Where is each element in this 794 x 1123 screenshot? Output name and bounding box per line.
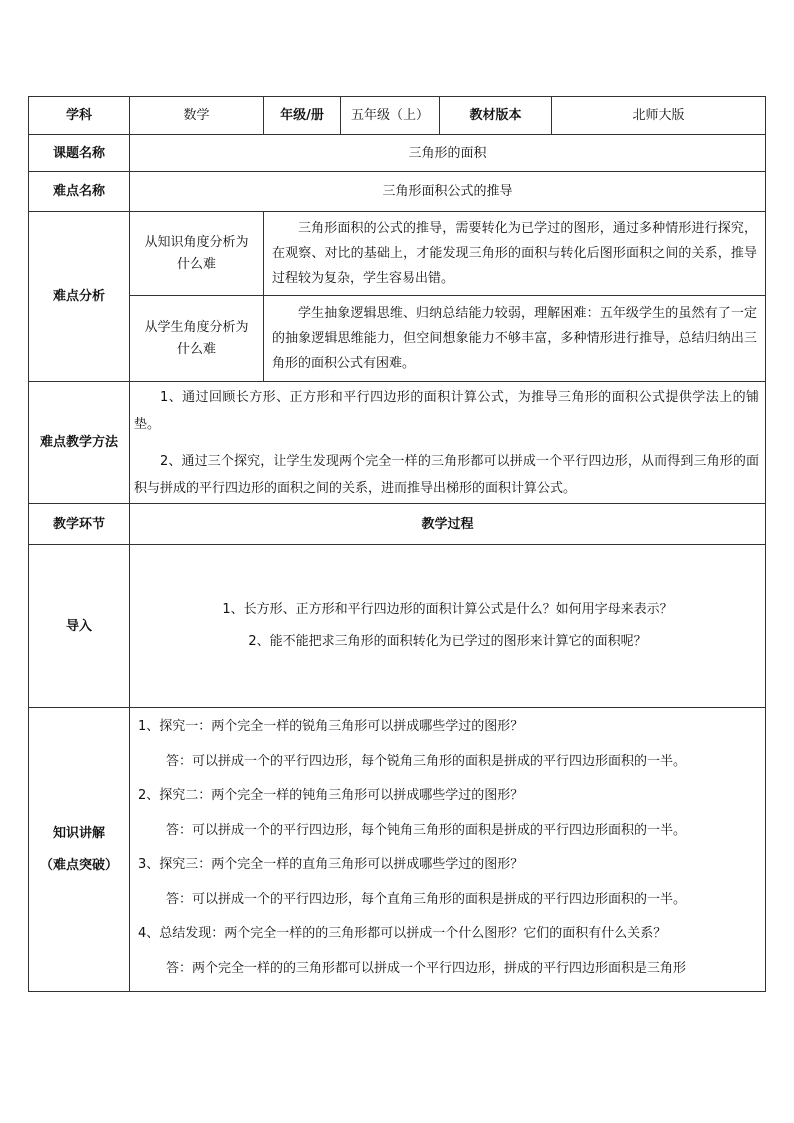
grade-label: 年级/册 <box>264 97 341 135</box>
intro-question-1: 1、长方形、正方形和平行四边形的面积计算公式是什么？如何用字母来表示？ <box>222 602 673 617</box>
analysis-knowledge-row <box>29 212 766 296</box>
knowledge-row <box>29 708 766 992</box>
answer-3: 答：可以拼成一个的平行四边形，每个直角三角形的面积是拼成的平行四边形面积的一半。 <box>166 891 687 907</box>
intro-question-2: 2、能不能把求三角形的面积转化为已学过的图形来计算它的面积呢？ <box>248 634 647 649</box>
difficulty-label: 难点名称 <box>29 172 130 212</box>
grade-value: 五年级（上） <box>341 97 440 135</box>
method-label: 难点教学方法 <box>29 382 130 504</box>
inquiry-1: 1、探究一：两个完全一样的锐角三角形可以拼成哪些学过的图形？ <box>138 719 524 734</box>
topic-row <box>29 135 766 172</box>
method-row <box>29 382 766 504</box>
knowledge-angle-label: 从知识角度分析为什么难 <box>130 212 264 296</box>
process-header-row <box>29 504 766 545</box>
analysis-student-row <box>29 296 766 382</box>
student-angle-label: 从学生角度分析为什么难 <box>130 296 264 382</box>
topic-label: 课题名称 <box>29 135 130 172</box>
edition-label: 教材版本 <box>440 97 552 135</box>
knowledge-sublabel: （难点突破） <box>39 857 118 873</box>
knowledge-label: 知识讲解 <box>52 825 105 841</box>
difficulty-value: 三角形面积公式的推导 <box>130 172 766 212</box>
knowledge-label-cell <box>29 708 130 992</box>
intro-content <box>130 545 766 708</box>
summary-answer: 答：两个完全一样的的三角形都可以拼成一个平行四边形，拼成的平行四边形面积是三角形 <box>166 960 687 976</box>
intro-label: 导入 <box>29 545 130 708</box>
answer-2: 答：可以拼成一个的平行四边形，每个钝角三角形的面积是拼成的平行四边形面积的一半。 <box>166 822 687 838</box>
teaching-process-label: 教学过程 <box>130 504 766 545</box>
teaching-step-label: 教学环节 <box>29 504 130 545</box>
inquiry-3: 3、探究三：两个完全一样的直角三角形可以拼成哪些学过的图形？ <box>138 857 524 872</box>
method-paragraph-2: 2、通过三个探究，让学生发现两个完全一样的三角形都可以拼成一个平行四边形，从而得到三角形的面积与拼成的平行四边形的面积之间的关系，进而推导出梯形的面积计算公式。 <box>134 453 759 496</box>
intro-row <box>29 545 766 708</box>
method-content <box>130 382 766 504</box>
lesson-plan-table <box>28 96 766 992</box>
student-angle-text: 学生抽象逻辑思维、归纳总结能力较弱，理解困难：五年级学生的虽然有了一定的抽象逻辑思维能力，但空间想象能力不够丰富，多种情形进行推导，总结归纳出三角形的面积公式有困难。 <box>264 296 766 382</box>
edition-value: 北师大版 <box>552 97 766 135</box>
knowledge-content <box>130 708 766 992</box>
topic-value: 三角形的面积 <box>130 135 766 172</box>
subject-label: 学科 <box>29 97 130 135</box>
analysis-label: 难点分析 <box>29 212 130 382</box>
summary-question: 4、总结发现：两个完全一样的的三角形都可以拼成一个什么图形？它们的面积有什么关系？ <box>138 926 667 941</box>
inquiry-2: 2、探究二：两个完全一样的钝角三角形可以拼成哪些学过的图形？ <box>138 788 524 803</box>
difficulty-row <box>29 172 766 212</box>
header-row <box>29 97 766 135</box>
subject-value: 数学 <box>130 97 264 135</box>
knowledge-angle-text: 三角形面积的公式的推导，需要转化为已学过的图形，通过多种情形进行探究，在观察、对比的基础上，才能发现三角形的面积与转化后图形面积之间的关系，推导过程较为复杂，学生容易出错。 <box>264 212 766 296</box>
method-paragraph-1: 1、通过回顾长方形、正方形和平行四边形的面积计算公式，为推导三角形的面积公式提供学法上的铺垫。 <box>134 389 759 432</box>
answer-1: 答：可以拼成一个的平行四边形，每个锐角三角形的面积是拼成的平行四边形面积的一半。 <box>166 753 687 769</box>
